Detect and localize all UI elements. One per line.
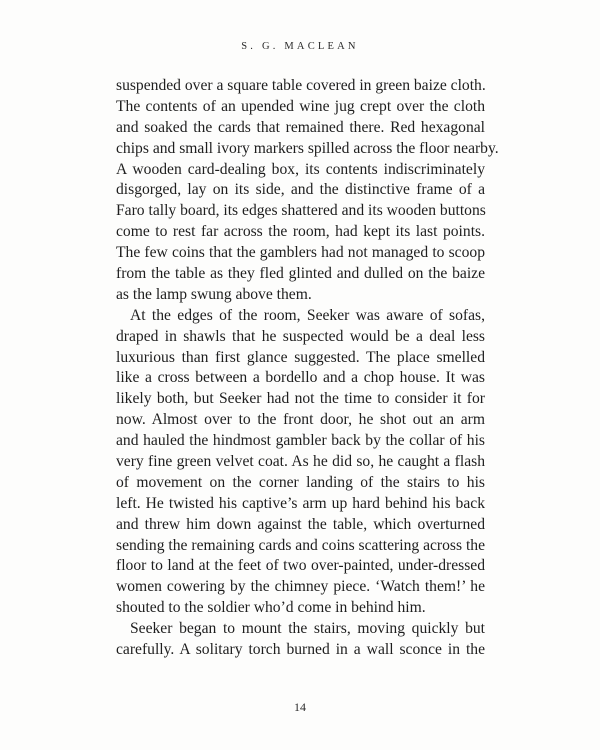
text-line: shouted to the soldier who’d come in behind him. (116, 599, 426, 617)
text-line: carefully. A solitary torch burned in a wall sconce in the (116, 641, 485, 659)
text-line: The few coins that the gamblers had not managed to scoop (116, 244, 485, 262)
text-line: floor to land at the feet of two over-painted, under-dressed (116, 557, 485, 575)
text-line: At the edges of the room, Seeker was aware of sofas, (130, 306, 485, 324)
page-number: 14 (294, 700, 306, 714)
text-line: suspended over a square table covered in green baize cloth. (116, 77, 486, 94)
text-line: like a cross between a bordello and a chop house. It was (116, 369, 485, 387)
text-line: Seeker began to mount the stairs, moving quickly but (130, 620, 485, 638)
text-line: The contents of an upended wine jug crept over the cloth (116, 97, 485, 115)
text-line: A wooden card-dealing box, its contents indiscriminately (116, 160, 485, 178)
text-line: left. He twisted his captive’s arm up hard behind his back (116, 494, 485, 512)
text-line: from the table as they fled glinted and dulled on the baize (116, 265, 485, 283)
text-line: Faro tally board, its edges shattered and its wooden buttons (116, 202, 486, 220)
text-line: very fine green velvet coat. As he did so, he caught a flash (116, 453, 485, 471)
text-line: and hauled the hindmost gambler back by the collar of his (116, 432, 485, 450)
text-line: sending the remaining cards and coins scattering across the (116, 536, 485, 554)
text-line: likely both, but Seeker had not the time to consider it for (116, 390, 485, 408)
running-header: S. G. MACLEAN (241, 41, 359, 52)
text-line: and soaked the cards that remained there. Red hexagonal (116, 118, 485, 136)
text-line: as the lamp swung above them. (116, 285, 312, 303)
text-line: and threw him down against the table, which overturned (116, 515, 485, 533)
text-line: luxurious than first glance suggested. The place smelled (116, 348, 485, 366)
body-text (116, 76, 499, 661)
text-line: draped in shawls that he suspected would be a deal less (116, 327, 485, 345)
text-line: of movement on the corner landing of the stairs to his (116, 473, 485, 491)
text-line: women cowering by the chimney piece. ‘Watch them!’ he (116, 578, 485, 596)
text-line: disgorged, lay on its side, and the distinctive frame of a (116, 181, 485, 199)
text-line: now. Almost over to the front door, he shot out an arm (116, 411, 485, 429)
text-line: chips and small ivory markers spilled across the floor nearby. (116, 139, 499, 157)
text-line: come to rest far across the room, had kept its last points. (116, 223, 485, 241)
